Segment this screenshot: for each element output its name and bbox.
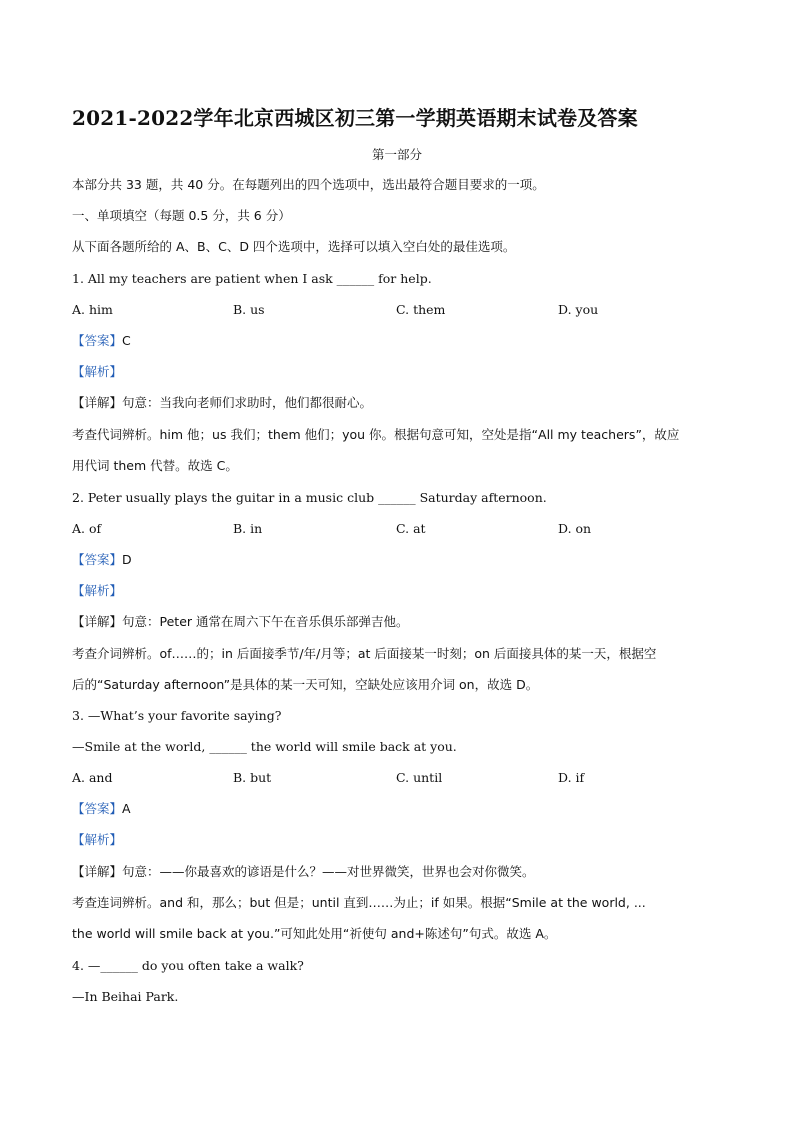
answer-value: D [122,552,132,567]
q2-option-b: B. in [233,521,263,536]
q2-option-a: A. of [72,521,102,536]
q1-answer [72,333,131,349]
q2-explain-line-2: 后的“Saturday afternoon”是具体的某一天可知，空缺处应该用介词 on，故选 D。 [72,677,539,692]
intro-text: 本部分共 33 题，共 40 分。在每题列出的四个选项中，选出最符合题目要求的一项。 [72,177,545,192]
question-3-stem-2: —Smile at the world, ______ the world will smile back at you. [72,739,457,754]
part-heading: 第一部分 [371,147,422,162]
q3-option-c: C. until [396,770,443,785]
q2-option-d: D. on [558,521,592,536]
q1-explain-line-2: 用代词 them 代替。故选 C。 [72,458,238,473]
q3-explain-line-2: the world will smile back at you.”可知此处用“祈使句 and+陈述句”句式。故选 A。 [72,926,557,941]
q1-analysis [72,364,122,380]
question-4-stem: 4. —______ do you often take a walk? [72,958,304,973]
answer-value: A [122,801,131,816]
q3-answer [72,801,131,817]
document-title: 2021-2022学年北京西城区初三第一学期英语期末试卷及答案 [72,106,638,130]
q1-option-b: B. us [233,302,265,317]
analysis-label: 【解析】 [72,832,123,847]
section-heading: 一、单项填空（每题 0.5 分，共 6 分） [72,208,291,223]
q1-explain-line-1: 考查代词辨析。him 他；us 我们；them 他们；you 你。根据句意可知，空处是指“All my teachers”，故应 [72,427,680,442]
analysis-label: 【解析】 [72,364,123,379]
analysis-label: 【解析】 [72,583,123,598]
answer-label: 【答案】 [72,801,123,816]
q3-option-b: B. but [233,770,272,785]
question-2-stem: 2. Peter usually plays the guitar in a music club ______ Saturday afternoon. [72,490,547,505]
q1-option-c: C. them [396,302,446,317]
detail-text: 句意：——你最喜欢的谚语是什么？——对世界微笑，世界也会对你微笑。 [122,864,535,879]
question-3-stem: 3. —What’s your favorite saying? [72,708,282,723]
q3-option-d: D. if [558,770,585,785]
q2-analysis [72,583,122,599]
q3-analysis [72,832,122,848]
detail-label: 【详解】 [72,395,123,410]
question-1-stem: 1. All my teachers are patient when I ask ______ for help. [72,271,432,286]
q2-option-c: C. at [396,521,426,536]
q2-detail [72,614,409,630]
detail-label: 【详解】 [72,614,123,629]
q3-detail [72,864,535,880]
q3-option-a: A. and [72,770,113,785]
answer-label: 【答案】 [72,552,123,567]
answer-value: C [122,333,131,348]
detail-text: 句意：Peter 通常在周六下午在音乐俱乐部弹吉他。 [122,614,409,629]
detail-label: 【详解】 [72,864,123,879]
q2-answer [72,552,132,568]
q1-option-d: D. you [558,302,599,317]
detail-text: 句意：当我向老师们求助时，他们都很耐心。 [122,395,373,410]
q3-explain-line-1: 考查连词辨析。and 和，那么；but 但是；until 直到……为止；if 如果。根据“Smile at the world, ... [72,895,646,910]
q2-explain-line-1: 考查介词辨析。of……的；in 后面接季节/年/月等；at 后面接某一时刻；on 后面接具体的某一天，根据空 [72,646,657,661]
question-4-stem-2: —In Beihai Park. [72,989,179,1004]
q1-option-a: A. him [72,302,113,317]
instruction-text: 从下面各题所给的 A、B、C、D 四个选项中，选择可以填入空白处的最佳选项。 [72,239,516,254]
answer-label: 【答案】 [72,333,123,348]
q1-detail [72,395,372,411]
